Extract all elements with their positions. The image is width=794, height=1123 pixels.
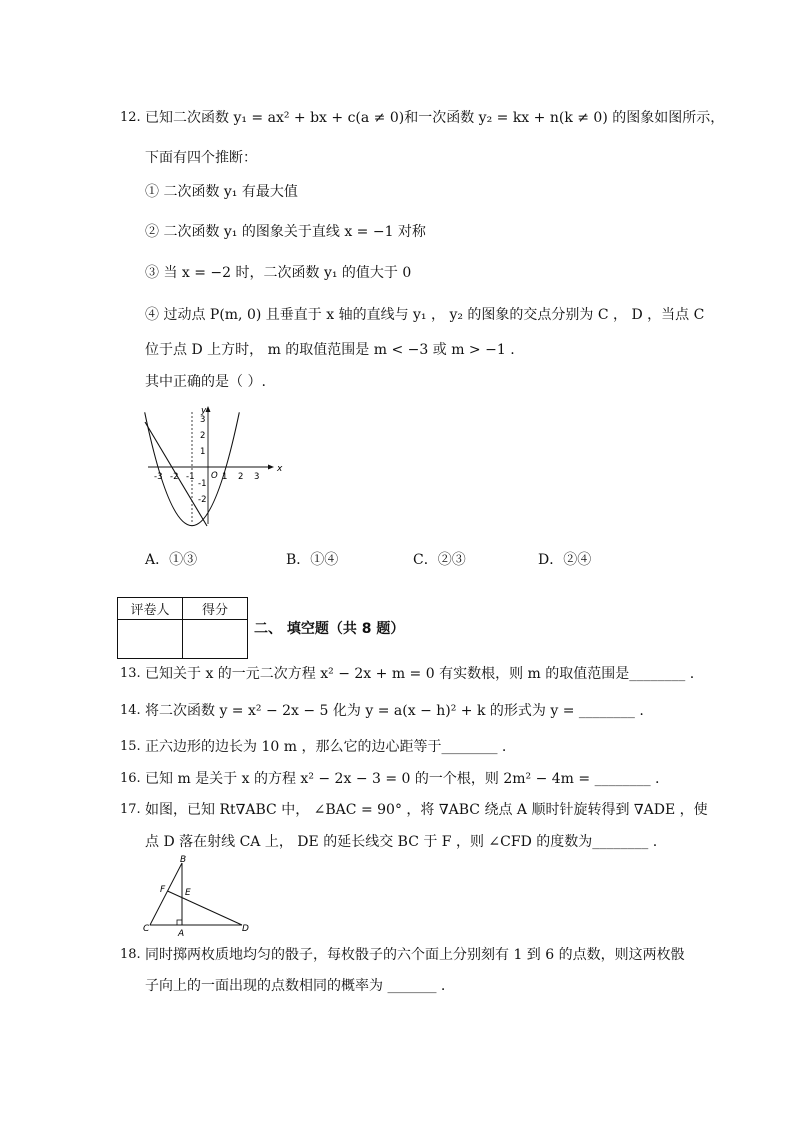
x-axis-arrow: [268, 465, 274, 470]
question-number: 14.: [120, 703, 141, 718]
x-tick-label: 2: [238, 472, 244, 482]
q12-statement-2: ② 二次函数 y₁ 的图象关于直线 x = −1 对称: [145, 224, 426, 240]
y-tick-label: 2: [200, 431, 206, 441]
q12-function-graph: [140, 400, 283, 530]
label-d: D: [242, 924, 249, 934]
q12-statement-1: ① 二次函数 y₁ 有最大值: [145, 184, 298, 200]
q17-triangle-figure: [140, 855, 260, 937]
question-number: 13.: [120, 666, 141, 681]
option-b[interactable]: B．①④: [286, 552, 339, 568]
question-number: 18.: [120, 947, 141, 962]
q12-stem-line2: 下面有四个推断：: [145, 150, 257, 166]
option-d[interactable]: D．②④: [538, 552, 592, 568]
q15-text: 正六边形的边长为 10 m ，那么它的边心距等于________ .: [145, 739, 507, 755]
y-tick-label: -1: [198, 479, 207, 489]
question-number: 17.: [120, 802, 141, 817]
right-angle-mark: [177, 920, 182, 925]
x-axis-label: x: [277, 464, 283, 474]
option-a[interactable]: A．①③: [145, 552, 198, 568]
q18-line1: 同时掷两枚质地均匀的骰子，每枚骰子的六个面上分别刻有 1 到 6 的点数，则这两枚骰: [145, 947, 685, 963]
grader-header: 评卷人: [118, 598, 183, 620]
question-number: 12.: [120, 110, 141, 125]
option-c[interactable]: C．②③: [413, 552, 466, 568]
origin-label: O: [211, 471, 218, 481]
label-f: F: [160, 885, 166, 895]
q12-statement-4a: ④ 过动点 P(m, 0) 且垂直于 x 轴的直线与 y₁ ， y₂ 的图象的交点分别为 C ， D ，当点 C: [145, 307, 705, 323]
score-cell[interactable]: [183, 620, 248, 659]
x-tick-label: -3: [154, 472, 163, 482]
grader-cell[interactable]: [118, 620, 183, 659]
q12-stem-line1: 已知二次函数 y₁ = ax² + bx + c(a ≠ 0)和一次函数 y₂ = kx + n(k ≠ 0) 的图象如图所示，: [145, 110, 725, 126]
q13-text: 已知关于 x 的一元二次方程 x² − 2x + m = 0 有实数根，则 m 的取值范围是________ .: [145, 666, 695, 682]
y-tick-label: 1: [200, 447, 206, 457]
x-tick-label: -2: [170, 472, 179, 482]
y-tick-label: -2: [198, 495, 207, 505]
y-tick-label: 3: [200, 415, 206, 425]
question-number: 16.: [120, 771, 141, 786]
score-header: 得分: [183, 598, 248, 620]
q12-ask: 其中正确的是（ ）.: [145, 374, 266, 390]
label-c: C: [143, 924, 150, 934]
x-tick-label: 1: [222, 472, 228, 482]
q17-line1: 如图，已知 Rt∇ABC 中， ∠BAC = 90° ，将 ∇ABC 绕点 A 顺时针旋转得到 ∇ADE ，使: [145, 802, 708, 818]
q16-text: 已知 m 是关于 x 的方程 x² − 2x − 3 = 0 的一个根，则 2m² − 4m = ________ .: [145, 771, 660, 787]
segment-bc: [150, 863, 182, 925]
score-box: [117, 597, 248, 659]
q17-line2: 点 D 落在射线 CA 上， DE 的延长线交 BC 于 F ，则 ∠CFD 的度数为________ .: [145, 834, 658, 850]
section-heading: 二、 填空题（共 8 题）: [254, 621, 405, 637]
question-number: 15.: [120, 739, 141, 754]
label-e: E: [185, 888, 191, 898]
label-a: A: [178, 929, 185, 939]
q12-statement-4b: 位于点 D 上方时， m 的取值范围是 m < −3 或 m > −1 .: [145, 342, 515, 358]
q12-statement-3: ③ 当 x = −2 时，二次函数 y₁ 的值大于 0: [145, 265, 412, 281]
q18-line2: 子向上的一面出现的点数相同的概率为 _______ .: [145, 978, 446, 994]
x-tick-label: 3: [254, 472, 260, 482]
x-tick-label: -1: [186, 472, 195, 482]
q14-text: 将二次函数 y = x² − 2x − 5 化为 y = a(x − h)² + k 的形式为 y = ________ .: [145, 703, 644, 719]
label-b: B: [180, 855, 187, 865]
y-axis-label: y: [201, 406, 207, 416]
